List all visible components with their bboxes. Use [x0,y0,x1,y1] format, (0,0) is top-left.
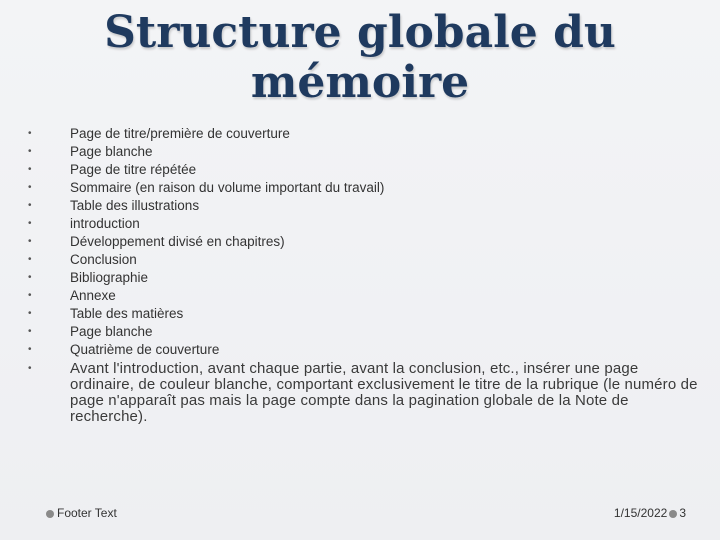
list-item [26,305,702,323]
list-item-text: Table des matières [70,306,184,321]
list-item-text: Page de titre/première de couverture [70,126,290,141]
list-item [26,341,702,359]
list-item [26,143,702,161]
list-item-text: Conclusion [70,252,137,267]
list-item-text: Avant l'introduction, avant chaque partie, avant la conclusion, etc., insérer une page ordinaire, de couleur blanche, comportant exclusivement le titre de la rubrique (le numéro de page n'apparaît pas mais la page compte dans la pagination globale de la Note de recherche). [70,360,698,425]
bullet-icon: • [28,308,32,319]
footer-text: Footer Text [57,506,117,520]
list-item [26,269,702,287]
bullet-icon: • [28,363,32,374]
bullet-icon: • [28,128,32,139]
list-item-text: Page blanche [70,324,153,339]
list-item [26,233,702,251]
slide-title: Structure globale du mémoire [104,7,616,108]
list-item-text: introduction [70,216,140,231]
list-item [26,179,702,197]
footer-meta-group [614,506,686,520]
list-item-text: Page de titre répétée [70,162,197,177]
footer-dot-icon [46,510,54,518]
bullet-icon: • [28,326,32,337]
page-number: 3 [679,506,686,520]
bullet-icon: • [28,164,32,175]
bullet-icon: • [28,236,32,247]
list-item [26,287,702,305]
bullet-icon: • [28,200,32,211]
bullet-icon: • [28,290,32,301]
bullet-icon: • [28,182,32,193]
list-item [26,125,702,143]
slide-footer [46,506,686,522]
bullet-icon: • [28,344,32,355]
list-item-text: Table des illustrations [70,198,200,213]
bullet-list [26,125,702,425]
list-item [26,323,702,341]
list-item-text: Sommaire (en raison du volume important du travail) [70,180,385,195]
list-item [26,197,702,215]
list-item [26,251,702,269]
list-item [26,161,702,179]
list-item-note [26,361,702,425]
list-item-text: Bibliographie [70,270,149,285]
list-item-text: Quatrième de couverture [70,342,220,357]
footer-dot-icon [669,510,677,518]
list-item-text: Développement divisé en chapitres) [70,234,285,249]
bullet-icon: • [28,146,32,157]
bullet-icon: • [28,254,32,265]
footer-date: 1/15/2022 [613,506,668,520]
bullet-icon: • [28,218,32,229]
bullet-icon: • [28,272,32,283]
footer-text-group [46,506,117,520]
list-item [26,215,702,233]
list-item-text: Page blanche [70,144,153,159]
list-item-text: Annexe [70,288,116,303]
